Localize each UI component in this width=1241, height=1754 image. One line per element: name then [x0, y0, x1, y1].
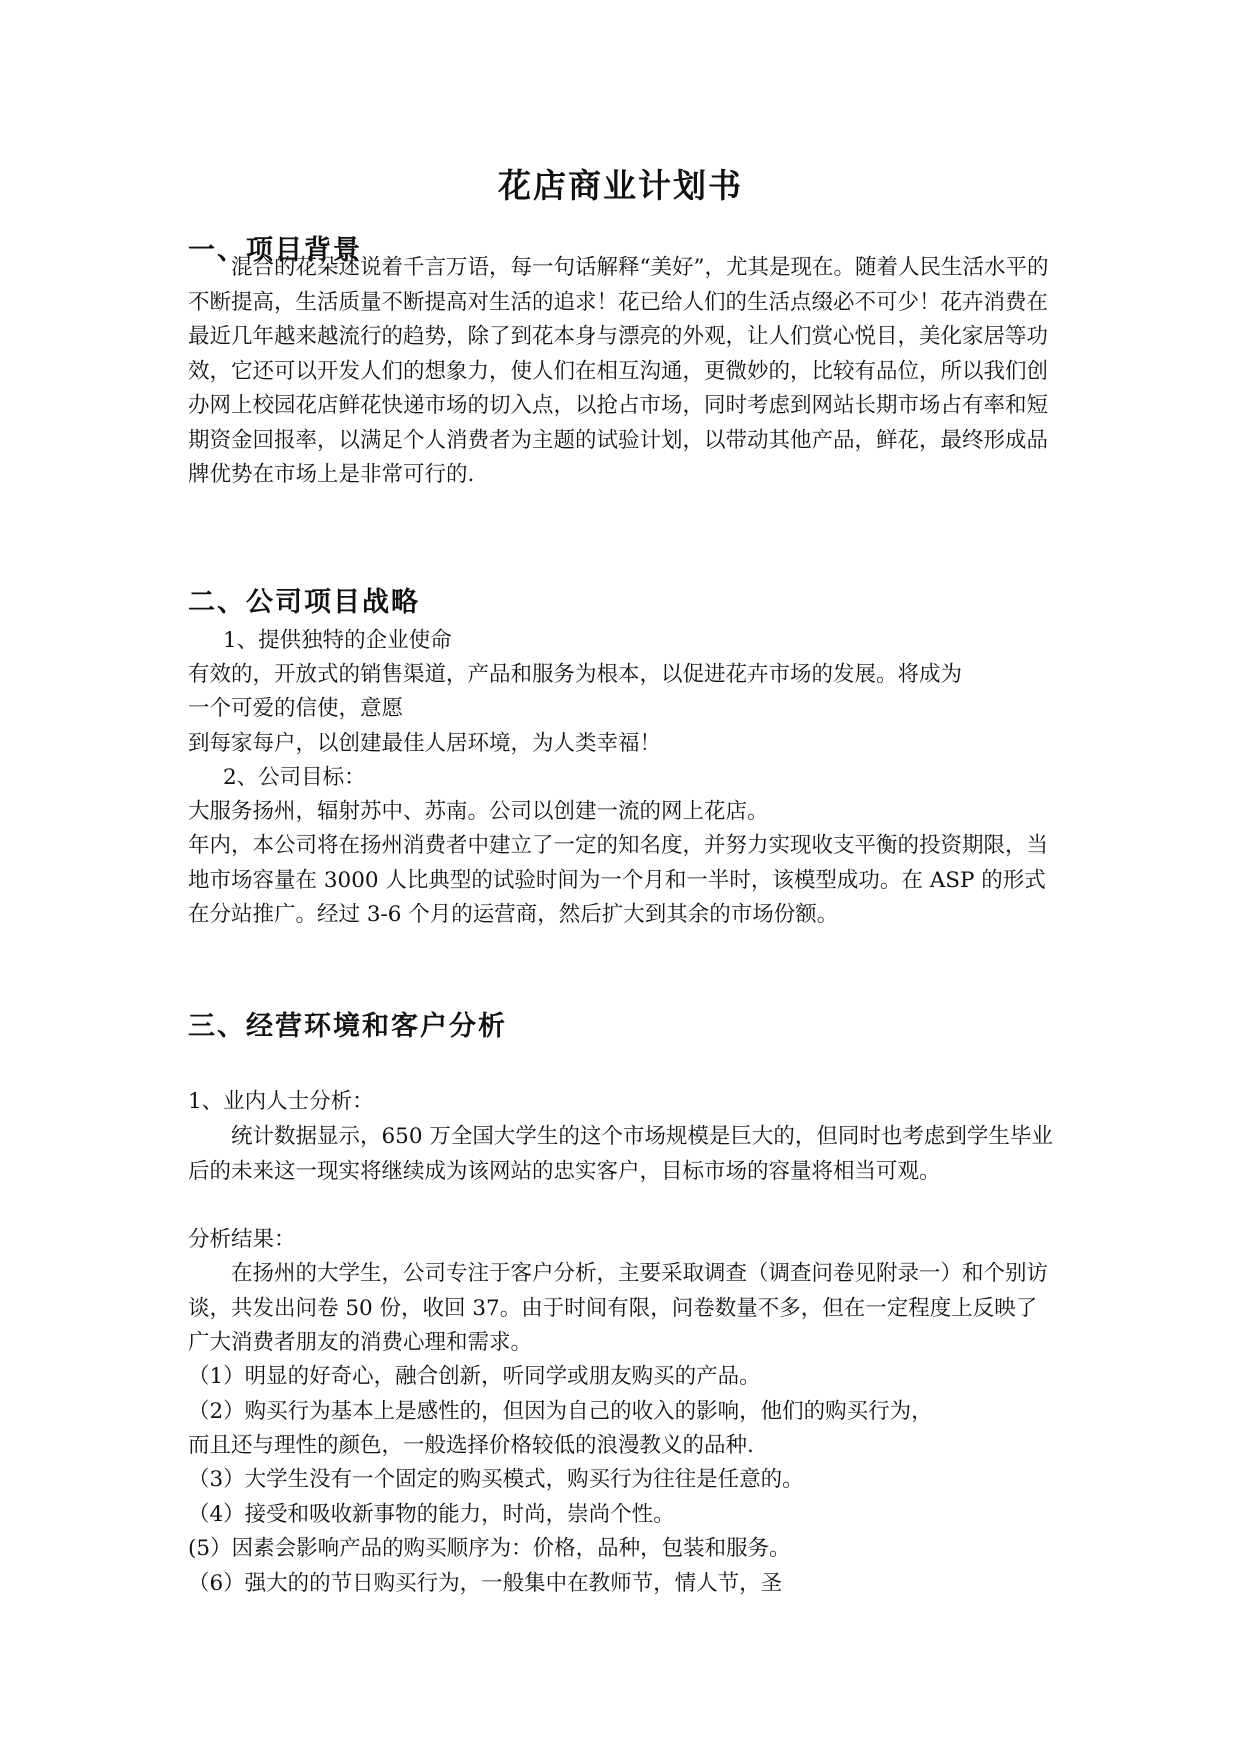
document-title: 花店商业计划书 — [498, 166, 743, 205]
analysis-result-label: 分析结果： — [188, 1227, 296, 1252]
section-heading-strategy: 二、公司项目战略 — [188, 587, 420, 618]
analysis-point: 而且还与理性的颜色，一般选择价格较低的浪漫教义的品种. — [188, 1433, 754, 1458]
analysis-item1-title: 1、业内人士分析： — [188, 1089, 374, 1114]
strategy-item1-line: 一个可爱的信使，意愿 — [188, 696, 404, 721]
analysis-result-paragraph: 在扬州的大学生，公司专注于客户分析，主要采取调查（调查问卷见附录一）和个别访谈，共发出问卷 50 份，收回 37。由于时间有限，问卷数量不多，但在一定程度上反映了广大消费者朋友的消费心理和需求。 — [188, 1261, 1049, 1355]
analysis-point: （4）接受和吸收新事物的能力，时尚，崇尚个性。 — [188, 1502, 675, 1527]
strategy-item1-line: 到每家每户，以创建最佳人居环境，为人类幸福！ — [188, 731, 662, 756]
strategy-item2-paragraph: 年内，本公司将在扬州消费者中建立了一定的知名度，并努力实现收支平衡的投资期限，当地市场容量在 3000 人比典型的试验时间为一个月和一半时，该模型成功。在 ASP 的形式在分站推广。经过 3-6 个月的运营商，然后扩大到其余的市场份额。 — [188, 833, 1049, 927]
section-paragraph-project-background: 混合的花朵述说着千言万语，每一句话解释“美好”，尤其是现在。随着人民生活水平的不断提高，生活质量不断提高对生活的追求！花已给人们的生活点缀必不可少！花卉消费在最近几年越来越流行的趋势，除了到花本身与漂亮的外观，让人们赏心悦目，美化家居等功效，它还可以开发人们的想象力，使人们在相互沟通，更微妙的，比较有品位，所以我们创办网上校园花店鲜花快递市场的切入点，以抢占市场，同时考虑到网站长期市场占有率和短期资金回报率，以满足个人消费者为主题的试验计划，以带动其他产品，鲜花，最终形成品牌优势在市场上是非常可行的. — [188, 255, 1049, 487]
analysis-point: (5）因素会影响产品的购买顺序为：价格，品种，包装和服务。 — [188, 1536, 791, 1561]
strategy-item2-line: 大服务扬州，辐射苏中、苏南。公司以创建一流的网上花店。 — [188, 799, 769, 824]
analysis-stats-paragraph: 统计数据显示，650 万全国大学生的这个市场规模是巨大的，但同时也考虑到学生毕业后的未来这一现实将继续成为该网站的忠实客户，目标市场的容量将相当可观。 — [188, 1124, 1053, 1184]
strategy-item1-title: 1、提供独特的企业使命 — [223, 628, 452, 653]
section-heading-environment-analysis: 三、经营环境和客户分析 — [188, 1011, 507, 1042]
strategy-item1-line: 有效的，开放式的销售渠道，产品和服务为根本，以促进花卉市场的发展。将成为 — [188, 662, 963, 687]
analysis-point: （6）强大的的节日购买行为，一般集中在教师节，情人节，圣 — [188, 1571, 783, 1596]
analysis-point: （3）大学生没有一个固定的购买模式，购买行为往往是任意的。 — [188, 1467, 804, 1492]
analysis-point: （2）购买行为基本上是感性的，但因为自己的收入的影响，他们的购买行为， — [188, 1399, 933, 1424]
analysis-point: （1）明显的好奇心，融合创新，听同学或朋友购买的产品。 — [188, 1364, 761, 1389]
section-heading-project-background: 一、项目背景 — [188, 235, 362, 266]
strategy-item2-title: 2、公司目标： — [223, 765, 366, 790]
